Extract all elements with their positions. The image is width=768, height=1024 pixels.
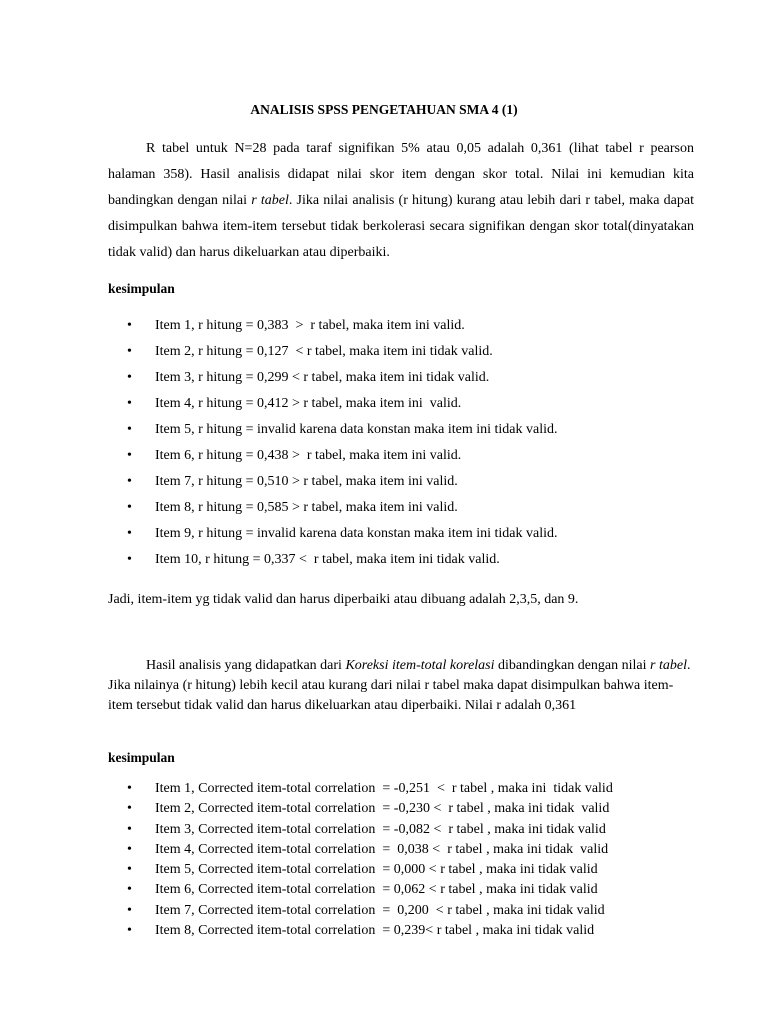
list-item: [127, 523, 558, 549]
list-item-text: Item 4, r hitung = 0,412 > r tabel, maka item ini valid.: [155, 396, 462, 411]
list-item: [127, 445, 558, 471]
bullet-icon: •: [127, 841, 132, 857]
list-item-text: Item 5, Corrected item-total correlation = 0,000 < r tabel , maka ini tidak valid: [155, 862, 598, 878]
second-text-b: dibandingkan dengan nilai: [494, 658, 651, 673]
list-item-text: Item 6, Corrected item-total correlation = 0,062 < r tabel , maka ini tidak valid: [155, 882, 598, 898]
bullet-icon: •: [127, 902, 132, 918]
bullet-icon: •: [127, 781, 132, 796]
list-item: [127, 901, 613, 921]
list-item-text: Item 1, Corrected item-total correlation = -0,251 < r tabel , maka ini tidak valid: [155, 781, 613, 796]
intro-italic-r-tabel: r tabel: [251, 193, 289, 208]
list-item-text: Item 7, r hitung = 0,510 > r tabel, maka item ini valid.: [155, 474, 458, 489]
list-item: [127, 497, 558, 523]
list-item: [127, 419, 558, 445]
list-item-text: Item 3, Corrected item-total correlation = -0,082 < r tabel , maka ini tidak valid: [155, 821, 606, 837]
list-item-text: Item 2, r hitung = 0,127 < r tabel, maka item ini tidak valid.: [155, 344, 493, 359]
list-item-text: Item 5, r hitung = invalid karena data konstan maka item ini tidak valid.: [155, 422, 558, 437]
summary-sentence: Jadi, item-item yg tidak valid dan harus diperbaiki atau dibuang adalah 2,3,5, dan 9.: [108, 592, 579, 607]
bullet-icon: •: [127, 882, 132, 898]
bullet-icon: •: [127, 500, 132, 515]
list-item: [127, 860, 613, 880]
conclusion-heading-1: kesimpulan: [108, 281, 175, 296]
conclusion-list-2: [127, 779, 613, 941]
intro-text-b: . Jika nilai analisis (r hitung) kurang atau lebih dari r tabel, maka dapat disimpulkan bahwa item-item tersebut tidak berkolerasi secara signifikan dengan skor total(dinyatakan tidak valid) dan harus dikeluarkan atau diperbaiki.: [108, 193, 694, 260]
bullet-icon: •: [127, 396, 132, 411]
list-item: [127, 921, 613, 941]
list-item-text: Item 10, r hitung = 0,337 < r tabel, maka item ini tidak valid.: [155, 552, 500, 567]
list-item: [127, 549, 558, 575]
list-item: [127, 471, 558, 497]
list-item-text: Item 1, r hitung = 0,383 > r tabel, maka item ini valid.: [155, 318, 465, 333]
list-item-text: Item 8, r hitung = 0,585 > r tabel, maka item ini valid.: [155, 500, 458, 515]
conclusion-list-1: [127, 315, 558, 575]
list-item: [127, 341, 558, 367]
second-text-a: Hasil analisis yang didapatkan dari: [146, 658, 346, 673]
list-item-text: Item 6, r hitung = 0,438 > r tabel, maka item ini valid.: [155, 448, 462, 463]
list-item: [127, 393, 558, 419]
second-text-c: . Jika nilainya (r hitung) lebih kecil atau kurang dari nilai r tabel maka dapat disimpulkan bahwa item-item tersebut tidak valid dan harus dikeluarkan atau diperbaiki. Nilai r adalah 0,361: [108, 658, 691, 713]
second-italic-koreksi: Koreksi item-total korelasi: [345, 658, 495, 673]
bullet-icon: •: [127, 370, 132, 385]
list-item: [127, 799, 613, 819]
bullet-icon: •: [127, 448, 132, 463]
bullet-icon: •: [127, 821, 132, 837]
bullet-icon: •: [127, 422, 132, 437]
bullet-icon: •: [127, 526, 132, 541]
conclusion-heading-2: kesimpulan: [108, 750, 175, 765]
list-item-text: Item 8, Corrected item-total correlation = 0,239< r tabel , maka ini tidak valid: [155, 923, 595, 939]
document-title: ANALISIS SPSS PENGETAHUAN SMA 4 (1): [250, 102, 518, 117]
list-item: [127, 779, 613, 799]
list-item: [127, 840, 613, 860]
bullet-icon: •: [127, 474, 132, 489]
intro-paragraph: [108, 136, 694, 266]
list-item-text: Item 4, Corrected item-total correlation = 0,038 < r tabel , maka ini tidak valid: [155, 841, 609, 857]
bullet-icon: •: [127, 923, 132, 939]
list-item: [127, 880, 613, 900]
bullet-icon: •: [127, 862, 132, 878]
second-italic-r-tabel: r tabel: [650, 658, 687, 673]
list-item-text: Item 7, Corrected item-total correlation = 0,200 < r tabel , maka ini tidak valid: [155, 902, 605, 918]
intro-text-a: R tabel untuk N=28 pada taraf signifikan 5% atau 0,05 adalah 0,361 (lihat tabel r pearson halaman 358). Hasil analisis didapat nilai skor item dengan skor total. Nilai ini kemudian kita bandingkan dengan nilai: [108, 141, 694, 208]
list-item: [127, 315, 558, 341]
list-item-text: Item 3, r hitung = 0,299 < r tabel, maka item ini tidak valid.: [155, 370, 490, 385]
bullet-icon: •: [127, 318, 132, 333]
bullet-icon: •: [127, 552, 132, 567]
list-item: [127, 820, 613, 840]
bullet-icon: •: [127, 344, 132, 359]
list-item: [127, 367, 558, 393]
list-item-text: Item 9, r hitung = invalid karena data konstan maka item ini tidak valid.: [155, 526, 558, 541]
second-paragraph: [108, 656, 694, 716]
list-item-text: Item 2, Corrected item-total correlation = -0,230 < r tabel , maka ini tidak valid: [155, 801, 610, 817]
bullet-icon: •: [127, 801, 132, 817]
